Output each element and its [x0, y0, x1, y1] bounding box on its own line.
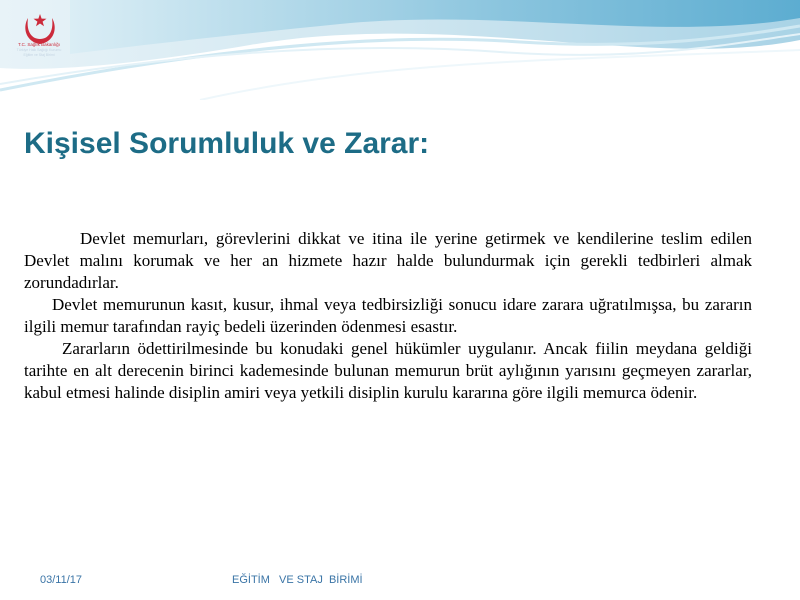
logo-text-unit: Eğitim ve Staj Birimi	[23, 53, 55, 57]
paragraph-1: Devlet memurları, görevlerini dikkat ve itina ile yerine getirmek ve kendilerine teslim edilen Devlet malını korumak ve her an hizmete hazır halde bulundurmak için gerekli tedbirleri almak zorundadırlar.	[24, 229, 752, 292]
footer-unit-name: EĞİTİM VE STAJ BİRİMİ	[232, 574, 363, 586]
header-wave-decoration	[0, 0, 800, 100]
logo-text-ministry: T.C. Sağlık Bakanlığı	[18, 42, 60, 47]
health-ministry-logo	[8, 8, 72, 68]
paragraph-3: Zararların ödettirilmesinde bu konudaki genel hükümler uygulanır. Ancak fiilin meydana geldiği tarihte en alt derecenin birinci kademesinde bulunan memurun brüt aylığının yarısını geçmeyen zararlar, kabul etmesi halinde disiplin amiri veya yetkili disiplin kurulu kararına göre ilgili memurca ödenir.	[24, 339, 752, 402]
slide-body	[24, 228, 752, 404]
logo-text-institution: Türkiye Halk Sağlığı Kurumu	[16, 48, 62, 52]
slide-title: Kişisel Sorumluluk ve Zarar:	[24, 127, 430, 160]
footer-date: 03/11/17	[40, 574, 83, 586]
paragraph-2: Devlet memurunun kasıt, kusur, ihmal veya tedbirsizliği sonucu idare zarara uğratılmışsa, bu zararın ilgili memur tarafından rayiç bedeli üzerinden ödenmesi esastır.	[24, 295, 752, 336]
